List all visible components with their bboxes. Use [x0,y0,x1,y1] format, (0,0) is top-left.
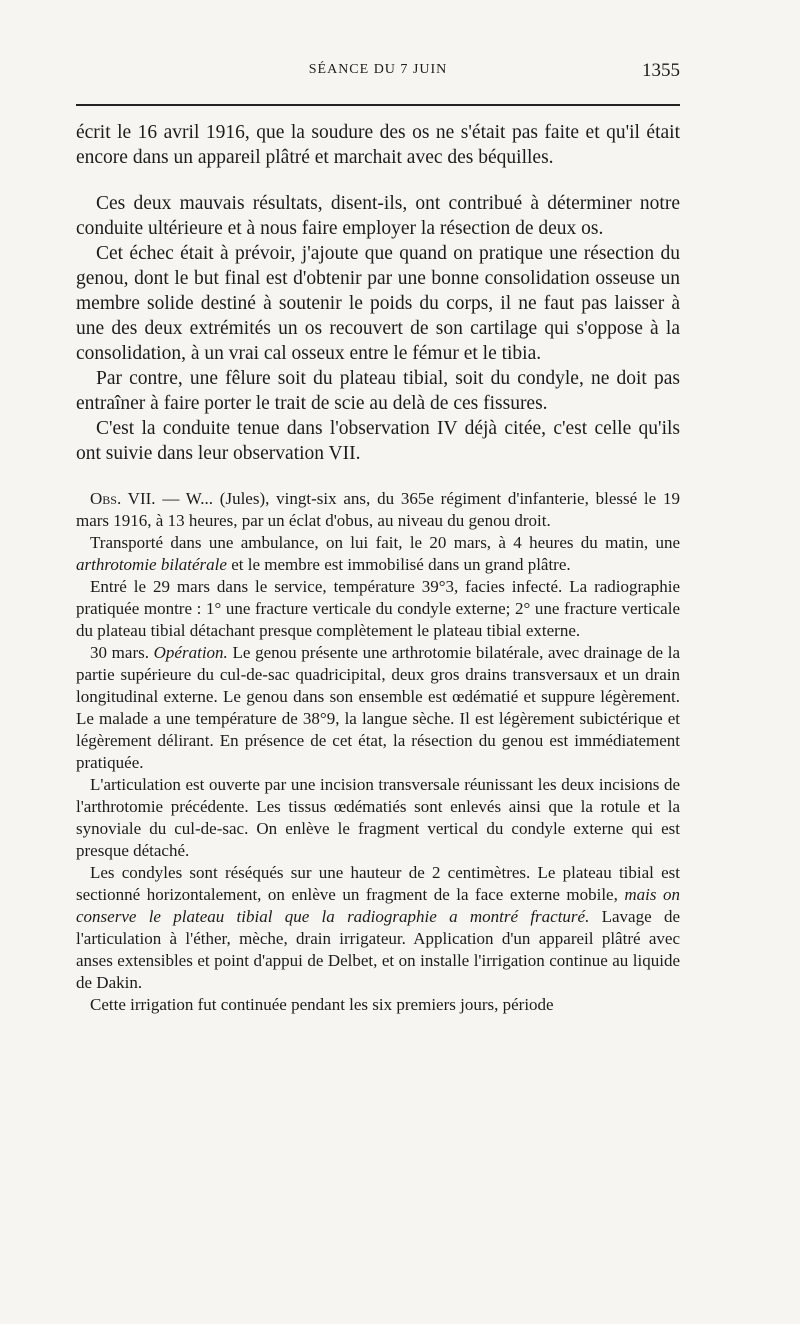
text-run: et le membre est immobilisé dans un grand plâtre. [226,555,571,574]
text-run: 30 mars. [90,643,154,662]
observation-label: Obs. VII. [90,489,156,508]
observation-paragraph [76,488,680,532]
paragraph: Par contre, une fêlure soit du plateau tibial, soit du condyle, ne doit pas entraîner à faire porter le trait de scie au delà de ces fissures. [76,368,680,414]
observation-paragraph [76,862,680,994]
body-text [76,120,680,1016]
text-run: Le genou présente une arthrotomie bilatérale, avec drainage de la partie supérieure du cul-de-sac quadricipital, deux gros drains transversaux et un drain longitudinal externe. Le genou dans son ensemble est œdématié et suppure légèrement. Le malade a une température de 38°9, la langue sèche. Il est légèrement subictérique et légèrement délirant. En présence de cet état, la résection du genou est immédiatement pratiquée. [76,643,680,772]
observation-paragraph: Entré le 29 mars dans le service, température 39°3, facies infecté. La radiographie pratiquée montre : 1° une fracture verticale du condyle externe; 2° une fracture verticale du plateau tibial détachant presque complètement le plateau tibial externe. [76,577,680,640]
italic-run: mais on conserve le plateau tibial que la radiographie a montré fracturé. [76,885,680,926]
main-text [76,120,680,466]
observation-paragraph [76,532,680,576]
observation-paragraph [76,642,680,774]
observation-paragraph: Cette irrigation fut continuée pendant les six premiers jours, période [90,995,554,1014]
text-run: Transporté dans une ambulance, on lui fait, le 20 mars, à 4 heures du matin, une [90,533,680,552]
paragraph: C'est la conduite tenue dans l'observation IV déjà citée, c'est celle qu'ils ont suivie dans leur observation VII. [76,418,680,464]
paragraph: Ces deux mauvais résultats, disent-ils, ont contribué à déterminer notre conduite ultérieure et à nous faire employer la résection de deux os. [76,193,680,239]
text-run: Lavage de l'articulation à l'éther, mèche, drain irrigateur. Application d'un appareil plâtré avec anses extensibles et point d'appui de Delbet, et on installe l'irrigation continue au liquide de Dakin. [76,907,680,992]
page-number: 1355 [642,60,680,81]
italic-run: Opération. [153,643,228,662]
italic-run: arthrotomie bilatérale [76,555,227,574]
text-run: Les condyles sont réséqués sur une hauteur de 2 centimètres. Le plateau tibial est sectionné horizontalement, on enlève un fragment de la face externe mobile, [76,863,680,904]
running-head: SÉANCE DU 7 JUIN [308,62,448,77]
paragraph: écrit le 16 avril 1916, que la soudure des os ne s'était pas faite et qu'il était encore dans un appareil plâtré et marchait avec des béquilles. [76,122,680,168]
paragraph: Cet échec était à prévoir, j'ajoute que quand on pratique une résection du genou, dont le but final est d'obtenir par une bonne consolidation osseuse un membre solide destiné à soutenir le poids du corps, il ne faut pas laisser à une des deux extrémités un os recouvert de son cartilage qui s'oppose à la consolidation, à un vrai cal osseux entre le fémur et le tibia. [76,243,680,364]
header-rule [76,104,680,106]
page-header [76,62,680,92]
observation-section [76,488,680,1016]
observation-paragraph: L'articulation est ouverte par une incision transversale réunissant les deux incisions de l'arthrotomie précédente. Les tissus œdématiés sont enlevés ainsi que la rotule et la synoviale du cul-de-sac. On enlève le fragment vertical du condyle externe qui est presque détaché. [76,775,680,860]
text-run: — W... (Jules), vingt-six ans, du 365e régiment d'infanterie, blessé le 19 mars 1916, à 13 heures, par un éclat d'obus, au niveau du genou droit. [76,489,680,530]
